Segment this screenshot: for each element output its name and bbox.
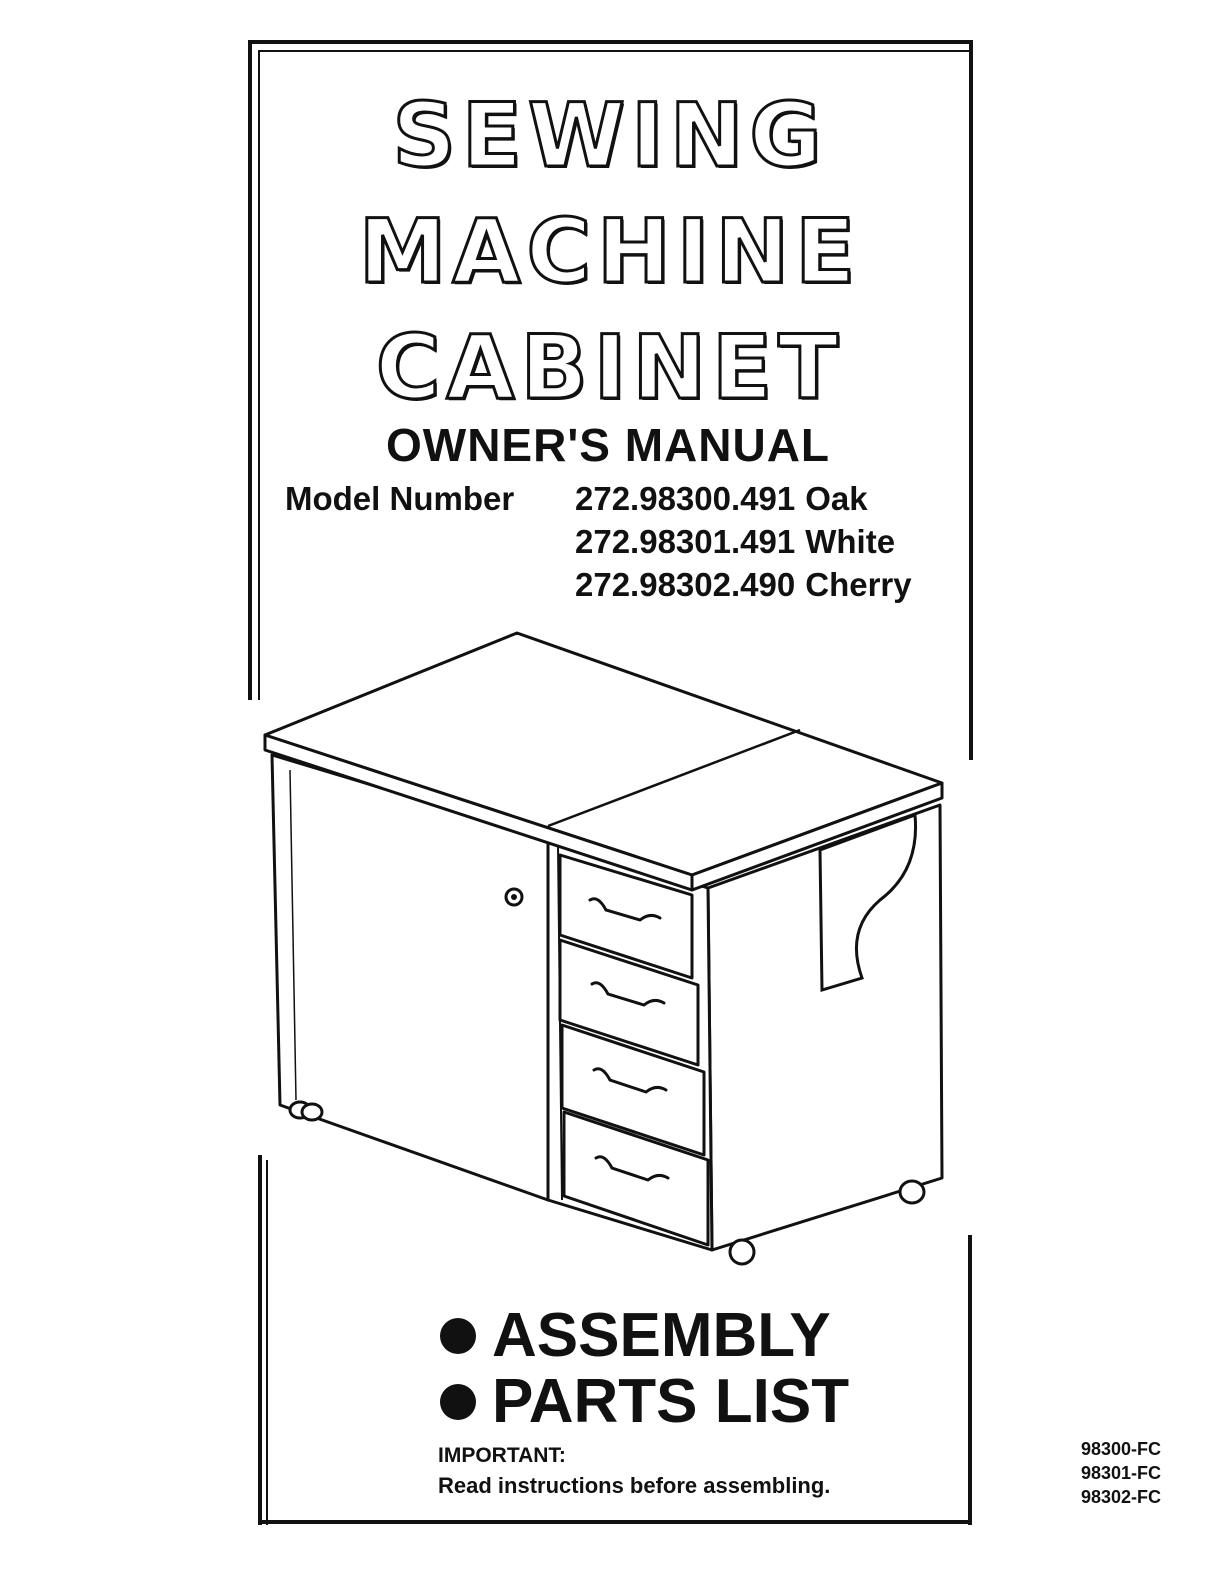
bullet-text: PARTS LIST [492, 1367, 850, 1436]
manual-subtitle: OWNER'S MANUAL [386, 419, 831, 471]
border-top-inner [258, 50, 970, 52]
cabinet-illustration [255, 625, 955, 1285]
model-finish: White [805, 523, 896, 560]
important-label: IMPORTANT: [438, 1444, 566, 1467]
model-row-white [575, 523, 895, 561]
border-right-lower [968, 1235, 972, 1525]
bullet-assembly [440, 1300, 831, 1371]
model-number-label: Model Number [285, 480, 515, 517]
model-number: 272.98301.491 [575, 523, 796, 560]
bullet-parts-list [440, 1366, 849, 1437]
border-top [248, 40, 973, 44]
form-code: 98302-FC [1081, 1487, 1162, 1507]
title-line-1: SEWING [392, 84, 828, 187]
model-row-oak [575, 480, 868, 518]
model-finish: Oak [805, 480, 868, 517]
bullet-text: ASSEMBLY [492, 1301, 831, 1370]
form-codes [1081, 1437, 1161, 1509]
form-code: 98300-FC [1081, 1439, 1162, 1459]
title-line-2: MACHINE [358, 200, 862, 303]
border-left-upper-inner [258, 50, 260, 700]
form-code: 98301-FC [1081, 1463, 1162, 1483]
important-instruction: Read instructions before assembling. [438, 1473, 831, 1498]
border-bottom [258, 1520, 972, 1524]
model-row-cherry [575, 566, 912, 604]
bullet-dot-icon [440, 1384, 476, 1420]
title-line-3: CABINET [375, 316, 845, 419]
model-finish: Cherry [805, 566, 912, 603]
border-right-upper [969, 40, 973, 760]
model-number: 272.98300.491 [575, 480, 796, 517]
border-left-upper [248, 40, 252, 700]
model-number: 272.98302.490 [575, 566, 796, 603]
bullet-dot-icon [440, 1318, 476, 1354]
